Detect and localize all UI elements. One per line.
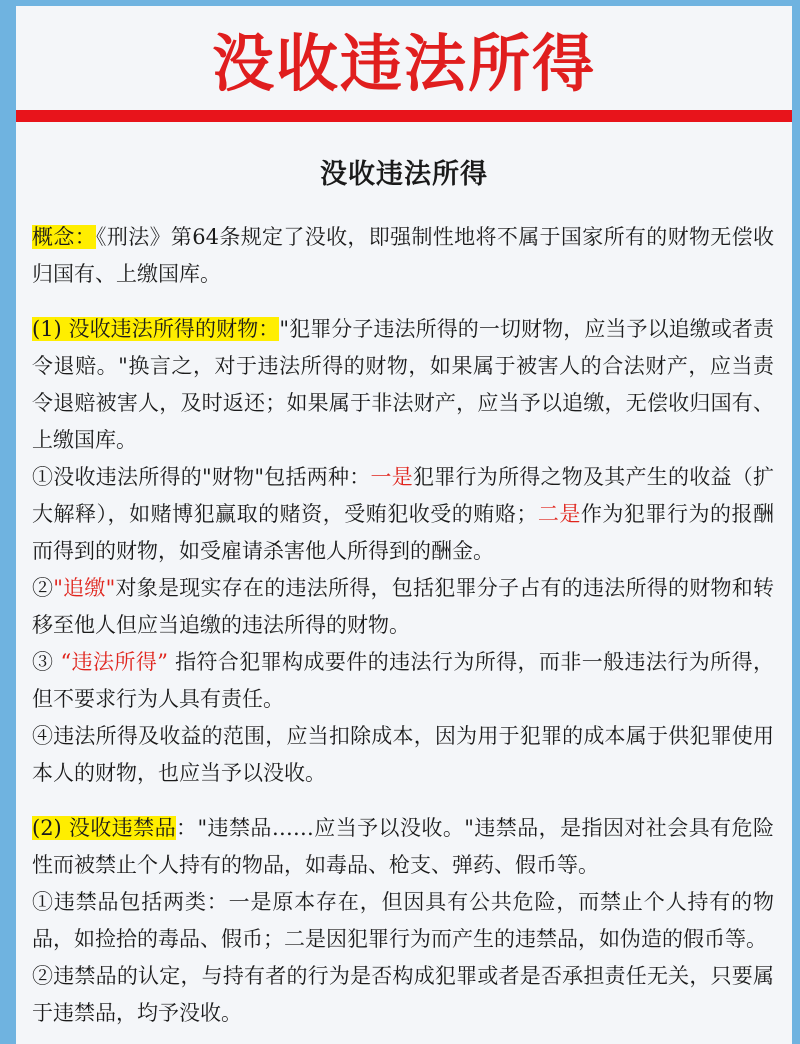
section1-item4: ④违法所得及收益的范围，应当扣除成本，因为用于犯罪的成本属于供犯罪使用本人的财物，也应当予以没收。 <box>32 724 774 785</box>
banner <box>16 6 792 110</box>
concept-text: 《刑法》第64条规定了没收，即强制性地将不属于国家所有的财物无偿收归国有、上缴国库。 <box>32 225 774 286</box>
section1-label: (1) 没收违法所得的财物： <box>32 317 280 341</box>
section1-item2 <box>32 570 774 644</box>
concept-label: 概念： <box>32 225 97 249</box>
section1-item1 <box>32 459 774 570</box>
item3-part1: ③ <box>32 650 61 674</box>
item2-part1: ② <box>32 576 54 600</box>
document-page <box>16 6 792 1044</box>
item3-part2: 指符合犯罪构成要件的违法行为所得，而非一般违法行为所得，但不要求行为人具有责任。 <box>32 650 774 711</box>
section2-text: ："违禁品……应当予以没收。"违禁品，是指因对社会具有危险性而被禁止个人持有的物品，如毒品、枪支、弹药、假币等。 <box>32 816 774 877</box>
concept-paragraph <box>32 219 774 293</box>
banner-divider <box>16 110 792 122</box>
section2-item1: ①违禁品包括两类：一是原本存在，但因具有公共危险，而禁止个人持有的物品，如捡拾的毒品、假币；二是因犯罪行为而产生的违禁品，如伪造的假币等。 <box>32 890 774 951</box>
item2-emphasis: "追缴" <box>53 576 116 600</box>
item2-part2: 对象是现实存在的违法所得，包括犯罪分子占有的违法所得的财物和转移至他人但应当追缴的违法所得的财物。 <box>32 576 774 637</box>
item1-emphasis2: 二是 <box>537 502 581 526</box>
section1-text: "犯罪分子违法所得的一切财物，应当予以追缴或者责令退赔。"换言之，对于违法所得的财物，如果属于被害人的合法财产，应当责令退赔被害人，及时返还；如果属于非法财产，应当予以追缴，无偿收归国有、上缴国库。 <box>32 317 774 452</box>
subtitle: 没收违法所得 <box>320 159 488 190</box>
section2-paragraph <box>32 810 774 884</box>
section1-item3 <box>32 644 774 718</box>
item3-emphasis: “违法所得” <box>60 650 168 674</box>
section2-item2: ②违禁品的认定，与持有者的行为是否构成犯罪或者是否承担责任无关，只要属于违禁品，均予没收。 <box>32 964 774 1025</box>
item1-part1: ①没收违法所得的"财物"包括两种： <box>32 465 371 489</box>
item1-part3: 作为犯罪行为的报酬而得到的财物，如受雇请杀害他人所得到的酬金。 <box>32 502 775 563</box>
banner-title: 没收违法所得 <box>211 26 596 100</box>
item1-part2: 犯罪行为所得之物及其产生的收益（扩大解释），如赌博犯赢取的赌资，受贿犯收受的贿赂； <box>32 465 774 526</box>
item1-emphasis1: 一是 <box>370 465 414 489</box>
section1-paragraph <box>32 311 774 459</box>
section2-label: (2) 没收违禁品 <box>32 816 177 840</box>
